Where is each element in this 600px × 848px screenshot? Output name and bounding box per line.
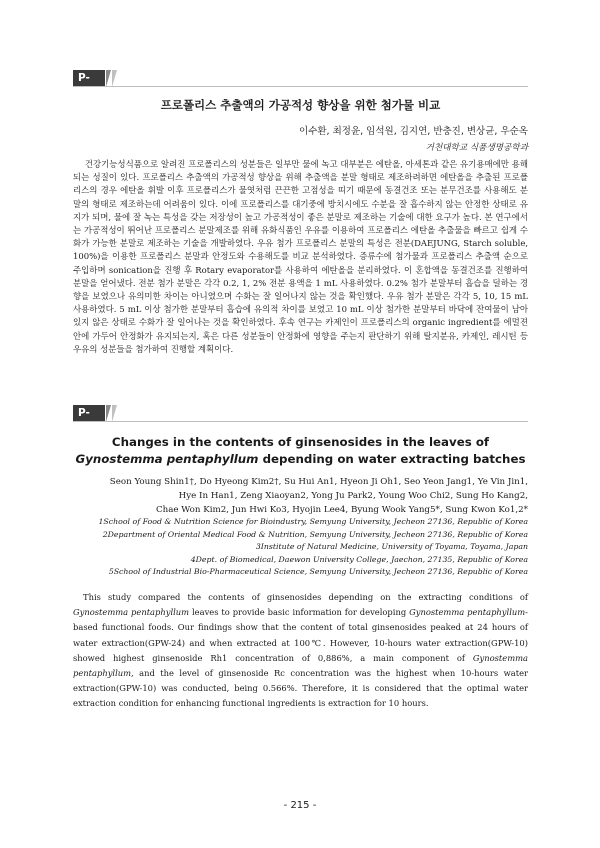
author-list: 이수환, 최정윤, 임석원, 김지연, 반충진, 변상균, 우순옥 — [299, 126, 528, 137]
page-number: - 215 - — [283, 800, 317, 811]
affiliation-item: 2Department of Oriental Medical Food & Nutrition, Semyung University, Jecheon 27136, Republic of Korea — [102, 529, 528, 539]
title-line-2: Gynostemma pentaphyllum depending on water extracting batches — [75, 452, 526, 466]
tag-label: P-85 — [73, 70, 105, 87]
affiliation-list — [73, 516, 528, 579]
abstract-tag-p85 — [73, 70, 117, 101]
author-list — [88, 475, 528, 517]
abstract-tag-p86 — [73, 405, 117, 436]
abstract-title: 프로폴리스 추출액의 가공적성 향상을 위한 첨가물 비교 — [160, 98, 441, 112]
tag-label: P-86 — [73, 405, 105, 422]
affiliation-item: 1School of Food & Nutrition Science for Bioindustry, Semyung University, Jecheon 27136, Republic of Korea — [98, 517, 528, 526]
title-line-1: Changes in the contents of ginsenosides in the leaves of — [111, 435, 490, 449]
abstract-body: This study compared the contents of ginsenosides depending on the extracting conditions of Gynostemma pentaphyllum leaves to provide basic information for developing Gynostemma pentaphyllum-based functional foods. Our findings show that the content of total ginsenosides peaked at 24 hours of water extraction(GPW-24) and when extracted at 100℃. However, 10-hours water extraction(GPW-10) showed highest ginsenoside Rh1 concentration of 0,886%, a main component of Gynostemma pentaphyllum, and the level of ginsenoside Rc concentration was the highest when 10-hours water extraction(GPW-10) was conducted, being 0.566%. Therefore, it is considered that the optimal water extraction condition for enhancing functional ingredients is extraction for 10 hours. — [73, 592, 528, 709]
author-line-3: Chae Won Kim2, Jun Hwi Ko3, Hyojin Lee4, Byung Wook Yang5*, Sung Kwon Ko1,2* — [155, 505, 528, 515]
author-line-1: Seon Young Shin1†, Do Hyeong Kim2†, Su Hui An1, Hyeon Ji Oh1, Seo Yeon Jang1, Ye Vin Jin1, — [109, 477, 528, 487]
divider — [73, 86, 528, 87]
affiliation-item: 5School of Industrial Bio-Pharmaceutical Science, Semyung University, Jecheon 27136, Republic of Korea — [108, 567, 528, 577]
affiliation-item: 4Dept. of Biomedical, Daewon University College, Jaechon, 27135, Republic of Korea — [190, 554, 528, 564]
author-line-2: Hye In Han1, Zeng Xiaoyan2, Yong Ju Park2, Young Woo Chi2, Sung Ho Kang2, — [178, 491, 528, 501]
affiliation: 거천대학교 식품생명공학과 — [425, 143, 528, 153]
species-name: Gynostemma pentaphyllum — [75, 452, 259, 466]
abstract-title — [73, 434, 528, 468]
abstract-body: 건강기능성식품으로 알려진 프로폴리스의 성분들은 일부만 물에 녹고 대부분은 에탄올, 아세톤과 같은 유기용매에만 용해되는 성질이 있다. 프로폴리스 추출액의 가공적성 향상을 위해 추출액을 분말 형태로 제조하려하면 에탄올을 추출된 프로폴리스의 경우 에탄올 휘발 이후 프로폴리스가 물엿처럼 끈끈한 고점성을 띠기 때문에 동결건조 또는 분무건조를 사용해도 분말의 형태로 제조하는데 어려움이 있다. 이에 프로폴리스를 대기중에 방치시에도 수분을 잘 흡수하지 않는 안정한 상태로 유지가 되며, 물에 잘 녹는 특성을 갖는 저장성이 높고 가공적성이 좋은 분말로 제조하는 기술에 대한 요구가 높다. 본 연구에서는 가공적성이 뛰어난 프로폴리스 분말제조를 위해 유화식품인 우유를 이용하여 프로폴리스 에탄올 추출물을 빠르고 쉽게 수화가 가능한 분말로 제조하는 기술을 개발하였다. 우유 첨가 프로폴리스 분말의 특성은 전분(DAEJUNG, Starch soluble, 100%)을 이용한 프로폴리스 분말과 안정도와 수용해도를 비교 분석하였다. 증류수에 첨가물과 프로폴리스 추출액 순으로 주입하며 sonication을 진행 후 Rotary evaporator를 사용하여 에탄올을 분리하였다. 이 혼합액을 동결건조를 진행하여 분말을 얻어냈다. 전분 첨가 분말은 각각 0.2, 1, 2% 전분 용액을 1 mL 사용하였다. 0.2% 첨가 분말부터 흡습을 덜하는 경향을 보였으나 유의미한 차이는 아니였으며 수화는 잘 일어나지 않는 것을 확인했다. 우유 첨가 분말은 각각 5, 10, 15 mL 사용하였다. 5 mL 이상 첨가한 분말부터 흡습에 유의적 차이를 보였고 10 mL 이상 첨가한 분말부터 바닥에 잔여물이 남아있지 않은 상태로 수화가 잘 일어나는 것을 확인하였다. 후속 연구는 카제인이 프로폴리스의 organic ingredient를 에멀젼 안에 가두어 안정화가 유지되는지, 혹은 다른 성분들이 안정화에 영향을 주는지 판단하기 위해 탈지분유, 카제인, 레시틴 등 우유의 성분들을 첨가하여 진행할 계획이다. — [73, 159, 528, 354]
divider — [73, 421, 528, 422]
affiliation-item: 3Institute of Natural Medicine, University of Toyama, Toyama, Japan — [255, 542, 528, 552]
